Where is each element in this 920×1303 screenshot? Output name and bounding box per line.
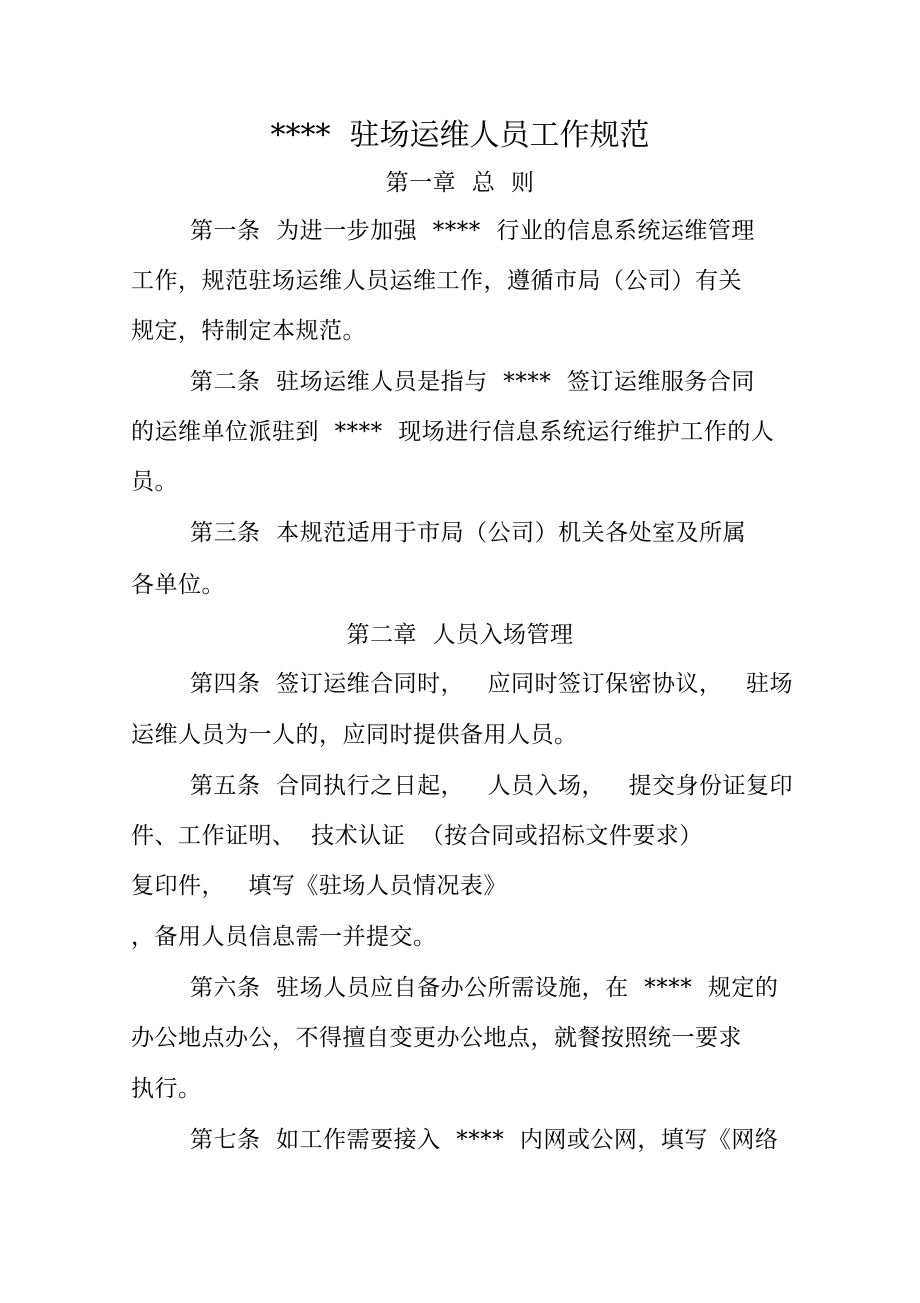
article-3-line-1: 第三条 本规范适用于市局（公司）机关各处室及所属 xyxy=(190,520,747,546)
article-1-line-3: 规定，特制定本规范。 xyxy=(131,318,366,344)
article-5-line-4: ，备用人员信息需一并提交。 xyxy=(131,924,437,950)
chapter-heading-1: 第一章 总 则 xyxy=(385,170,535,196)
article-3-line-2: 各单位。 xyxy=(131,572,225,598)
article-4-line-2: 运维人员为一人的，应同时提供备用人员。 xyxy=(131,722,578,748)
article-7-line-1: 第七条 如工作需要接入 **** 内网或公网，填写《网络 xyxy=(190,1127,779,1153)
article-5-line-1: 第五条 合同执行之日起， 人员入场， 提交身份证复印 xyxy=(190,773,793,799)
article-1-line-1: 第一条 为进一步加强 **** 行业的信息系统运维管理 xyxy=(190,218,755,244)
article-5-line-2: 件、工作证明、 技术认证 （按合同或招标文件要求） xyxy=(131,823,703,849)
chapter-heading-2: 第二章 人员入场管理 xyxy=(346,622,574,648)
article-2-line-3: 员。 xyxy=(131,469,178,495)
article-6-line-2: 办公地点办公，不得擅自变更办公地点，就餐按照统一要求 xyxy=(131,1025,742,1051)
article-5-line-3: 复印件， 填写《驻场人员情况表》 xyxy=(131,873,507,899)
article-6-line-1: 第六条 驻场人员应自备办公所需设施，在 **** 规定的 xyxy=(190,975,779,1001)
article-4-line-1: 第四条 签订运维合同时， 应同时签订保密协议， 驻场 xyxy=(190,671,793,697)
article-2-line-1: 第二条 驻场运维人员是指与 **** 签订运维服务合同 xyxy=(190,369,755,395)
document-title: **** 驻场运维人员工作规范 xyxy=(270,118,650,153)
article-2-line-2: 的运维单位派驻到 **** 现场进行信息系统运行维护工作的人 xyxy=(131,419,775,445)
article-6-line-3: 执行。 xyxy=(131,1076,202,1102)
article-1-line-2: 工作，规范驻场运维人员运维工作，遵循市局（公司）有关 xyxy=(131,268,742,294)
